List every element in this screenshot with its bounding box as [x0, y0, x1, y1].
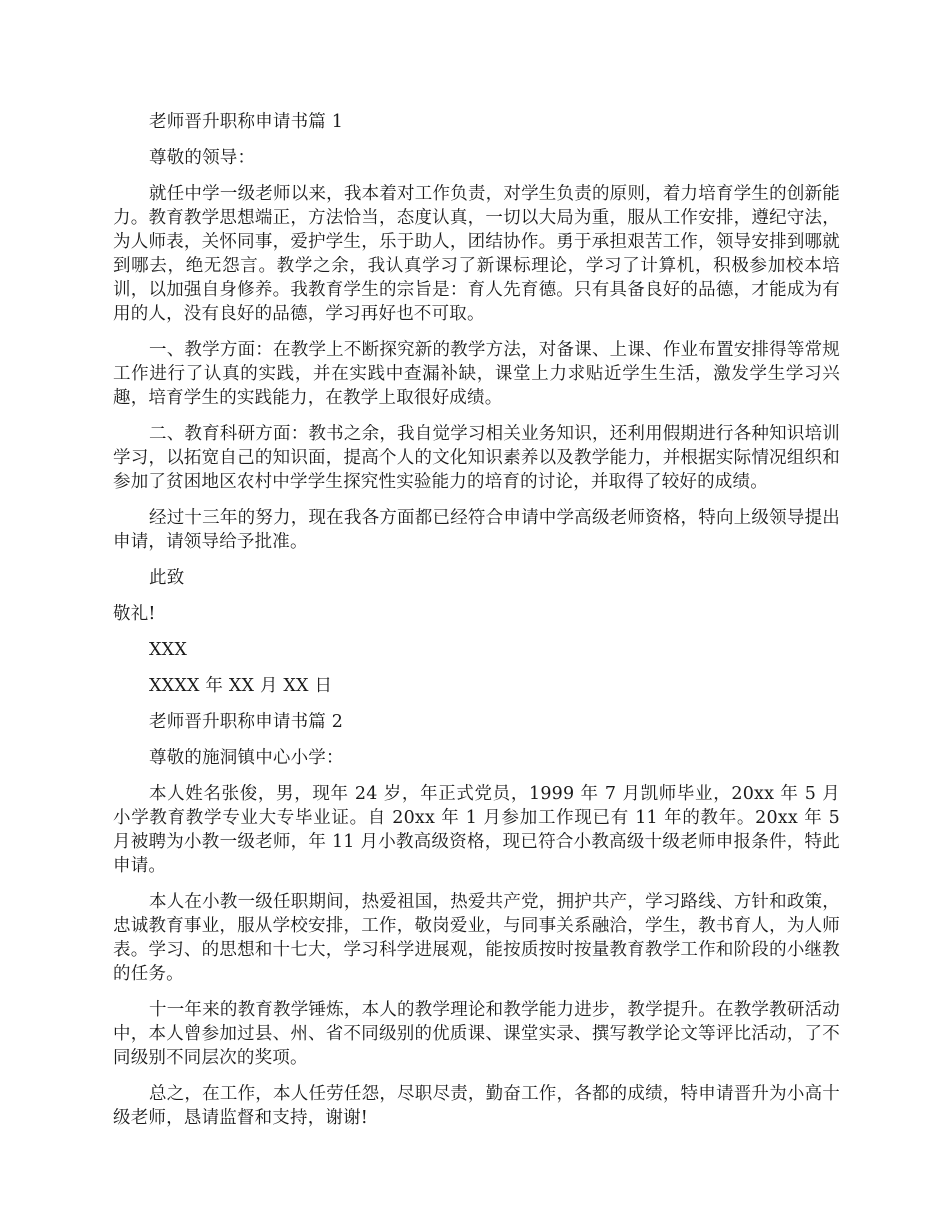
part2-paragraph: 总之，在工作，本人任劳任怨，尽职尽责，勤奋工作，各都的成绩，特申请晋升为小高十级老师，恳请监督和支持，谢谢! [113, 1084, 840, 1128]
part2-paragraph: 十一年来的教育教学锤炼，本人的教学理论和教学能力进步，教学提升。在教学教研活动中，本人曾参加过县、州、省不同级别的优质课、课堂实录、撰写教学论文等评比活动，了不同级别不同层次的奖项。 [113, 1000, 840, 1068]
part1-paragraph: 就任中学一级老师以来，我本着对工作负责，对学生负责的原则，着力培育学生的创新能力。教育教学思想端正，方法恰当，态度认真，一切以大局为重，服从工作安排，遵纪守法，为人师表，关怀同事，爱护学生，乐于助人，团结协作。勇于承担艰苦工作，领导安排到哪就到哪去，绝无怨言。教学之余，我认真学习了新课标理论，学习了计算机，积极参加校本培训，以加强自身修养。我教育学生的宗旨是：育人先育德。只有具备良好的品德，才能成为有用的人，没有良好的品德，学习再好也不可取。 [113, 184, 840, 324]
part2-paragraph: 本人在小教一级任职期间，热爱祖国，热爱共产党，拥护共产，学习路线、方针和政策，忠诚教育事业，服从学校安排，工作，敬岗爱业，与同事关系融洽，学生，教书育人，为人师表。学习、的思想和十七大，学习科学进展观，能按质按时按量教育教学工作和阶段的小继教的任务。 [113, 892, 840, 984]
part1-paragraph: 一、教学方面：在教学上不断探究新的教学方法，对备课、上课、作业布置安排得等常规工作进行了认真的实践，并在实践中查漏补缺，课堂上力求贴近学生生活，激发学生学习兴趣，培育学生的实践能力，在教学上取很好成绩。 [113, 340, 840, 408]
part1-signature: XXX [149, 640, 187, 660]
part1-date: XXXX 年 XX 月 XX 日 [149, 676, 333, 696]
document-page [113, 110, 840, 1142]
part1-salutation: 尊敬的领导： [149, 148, 256, 168]
part2-salutation: 尊敬的施洞镇中心小学： [149, 748, 344, 768]
part1-title: 老师晋升职称申请书篇 1 [149, 112, 344, 132]
part1-paragraph: 经过十三年的努力，现在我各方面都已经符合申请中学高级老师资格，特向上级领导提出申请，请领导给予批准。 [113, 508, 840, 552]
part2-paragraph: 本人姓名张俊，男，现年 24 岁，年正式党员，1999 年 7 月凯师毕业，20xx 年 5 月小学教育教学专业大专毕业证。自 20xx 年 1 月参加工作现已有 11 年的教年。20xx 年 5 月被聘为小教一级老师，年 11 月小教高级资格，现已符合小教高级十级老师申报条件，特此申请。 [113, 784, 840, 876]
part1-regards: 敬礼! [113, 604, 156, 624]
part2-title: 老师晋升职称申请书篇 2 [149, 712, 344, 732]
part1-paragraph: 二、教育科研方面：教书之余，我自觉学习相关业务知识，还利用假期进行各种知识培训学习，以拓宽自己的知识面，提高个人的文化知识素养以及教学能力，并根据实际情况组织和参加了贫困地区农村中学学生探究性实验能力的培育的讨论，并取得了较好的成绩。 [113, 424, 840, 492]
part1-closing: 此致 [149, 568, 185, 588]
